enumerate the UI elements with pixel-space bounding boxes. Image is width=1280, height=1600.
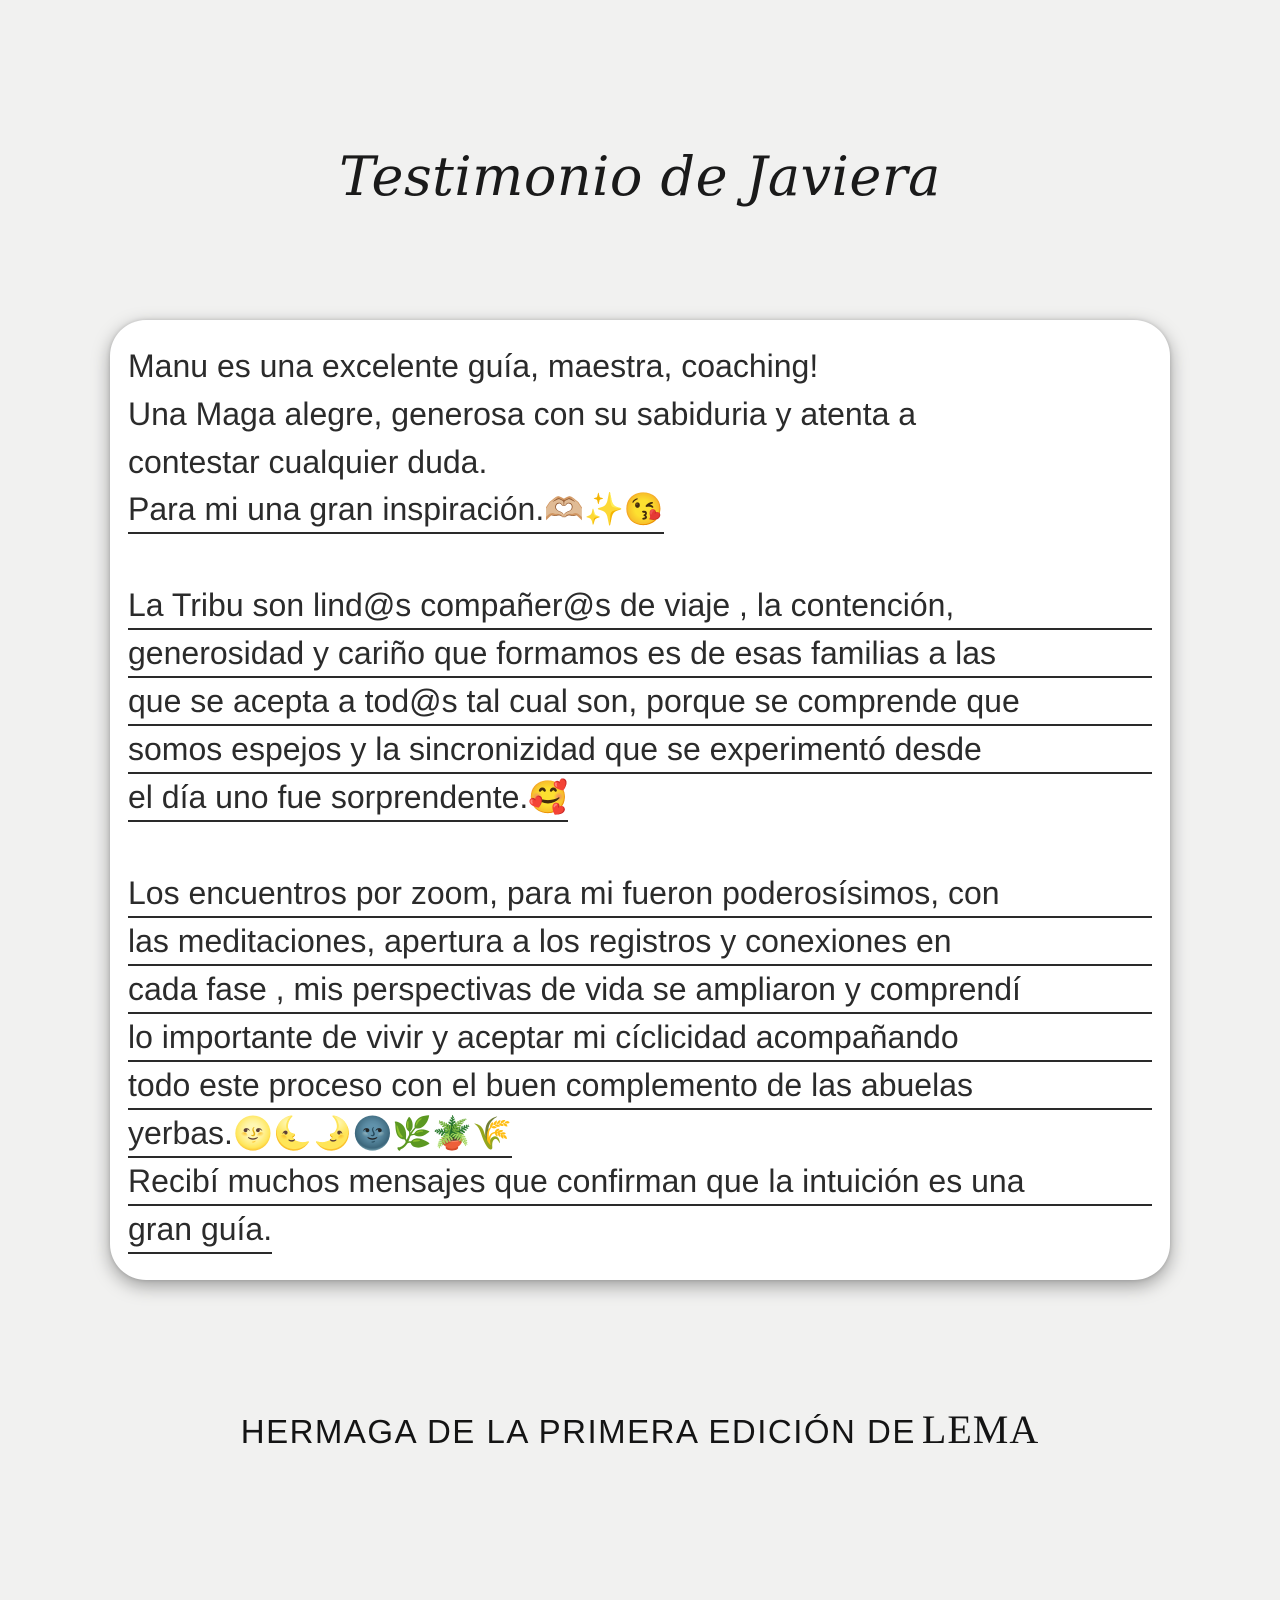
testimonial-line: Una Maga alegre, generosa con su sabiduria y atenta a [128,396,917,432]
testimonial-line: somos espejos y la sincronizidad que se experimentó desde [128,726,1152,774]
testimonial-line: La Tribu son lind@s compañer@s de viaje , la contención, [128,582,1152,630]
testimonial-line: todo este proceso con el buen complemento de las abuelas [128,1062,1152,1110]
testimonial-line: contestar cualquier duda. [128,444,488,480]
testimonial-line: las meditaciones, apertura a los registros y conexiones en [128,918,1152,966]
testimonial-line: Para mi una gran inspiración.🫶🏼✨😘 [128,486,664,534]
testimonial-line: lo importante de vivir y aceptar mi cíclicidad acompañando [128,1014,1152,1062]
brand-logo-text: LEMA [921,1407,1040,1452]
testimonial-paragraph-3 [128,870,1152,1254]
testimonial-line: generosidad y cariño que formamos es de esas familias a las [128,630,1152,678]
testimonial-line: el día uno fue sorprendente.🥰 [128,774,568,822]
testimonial-line: cada fase , mis perspectivas de vida se ampliaron y comprendí [128,966,1152,1014]
testimonial-line: gran guía. [128,1206,272,1254]
testimonial-line: que se acepta a tod@s tal cual son, porque se comprende que [128,678,1152,726]
testimonial-line: Los encuentros por zoom, para mi fueron poderosísimos, con [128,870,1152,918]
testimonial-line: Manu es una excelente guía, maestra, coaching! [128,348,819,384]
testimonial-paragraph-1 [128,342,1152,534]
testimonial-line: Recibí muchos mensajes que confirman que la intuición es una [128,1158,1152,1206]
testimonial-line: yerbas.🌝🌜🌛🌚🌿🪴🌾 [128,1110,512,1158]
footer-caption [0,1406,1280,1453]
testimonial-paragraph-2 [128,582,1152,822]
testimonial-card [110,320,1170,1280]
page-title: Testimonio de Javiera [339,145,941,208]
footer-text: HERMAGA DE LA PRIMERA EDICIÓN DE [240,1413,916,1450]
